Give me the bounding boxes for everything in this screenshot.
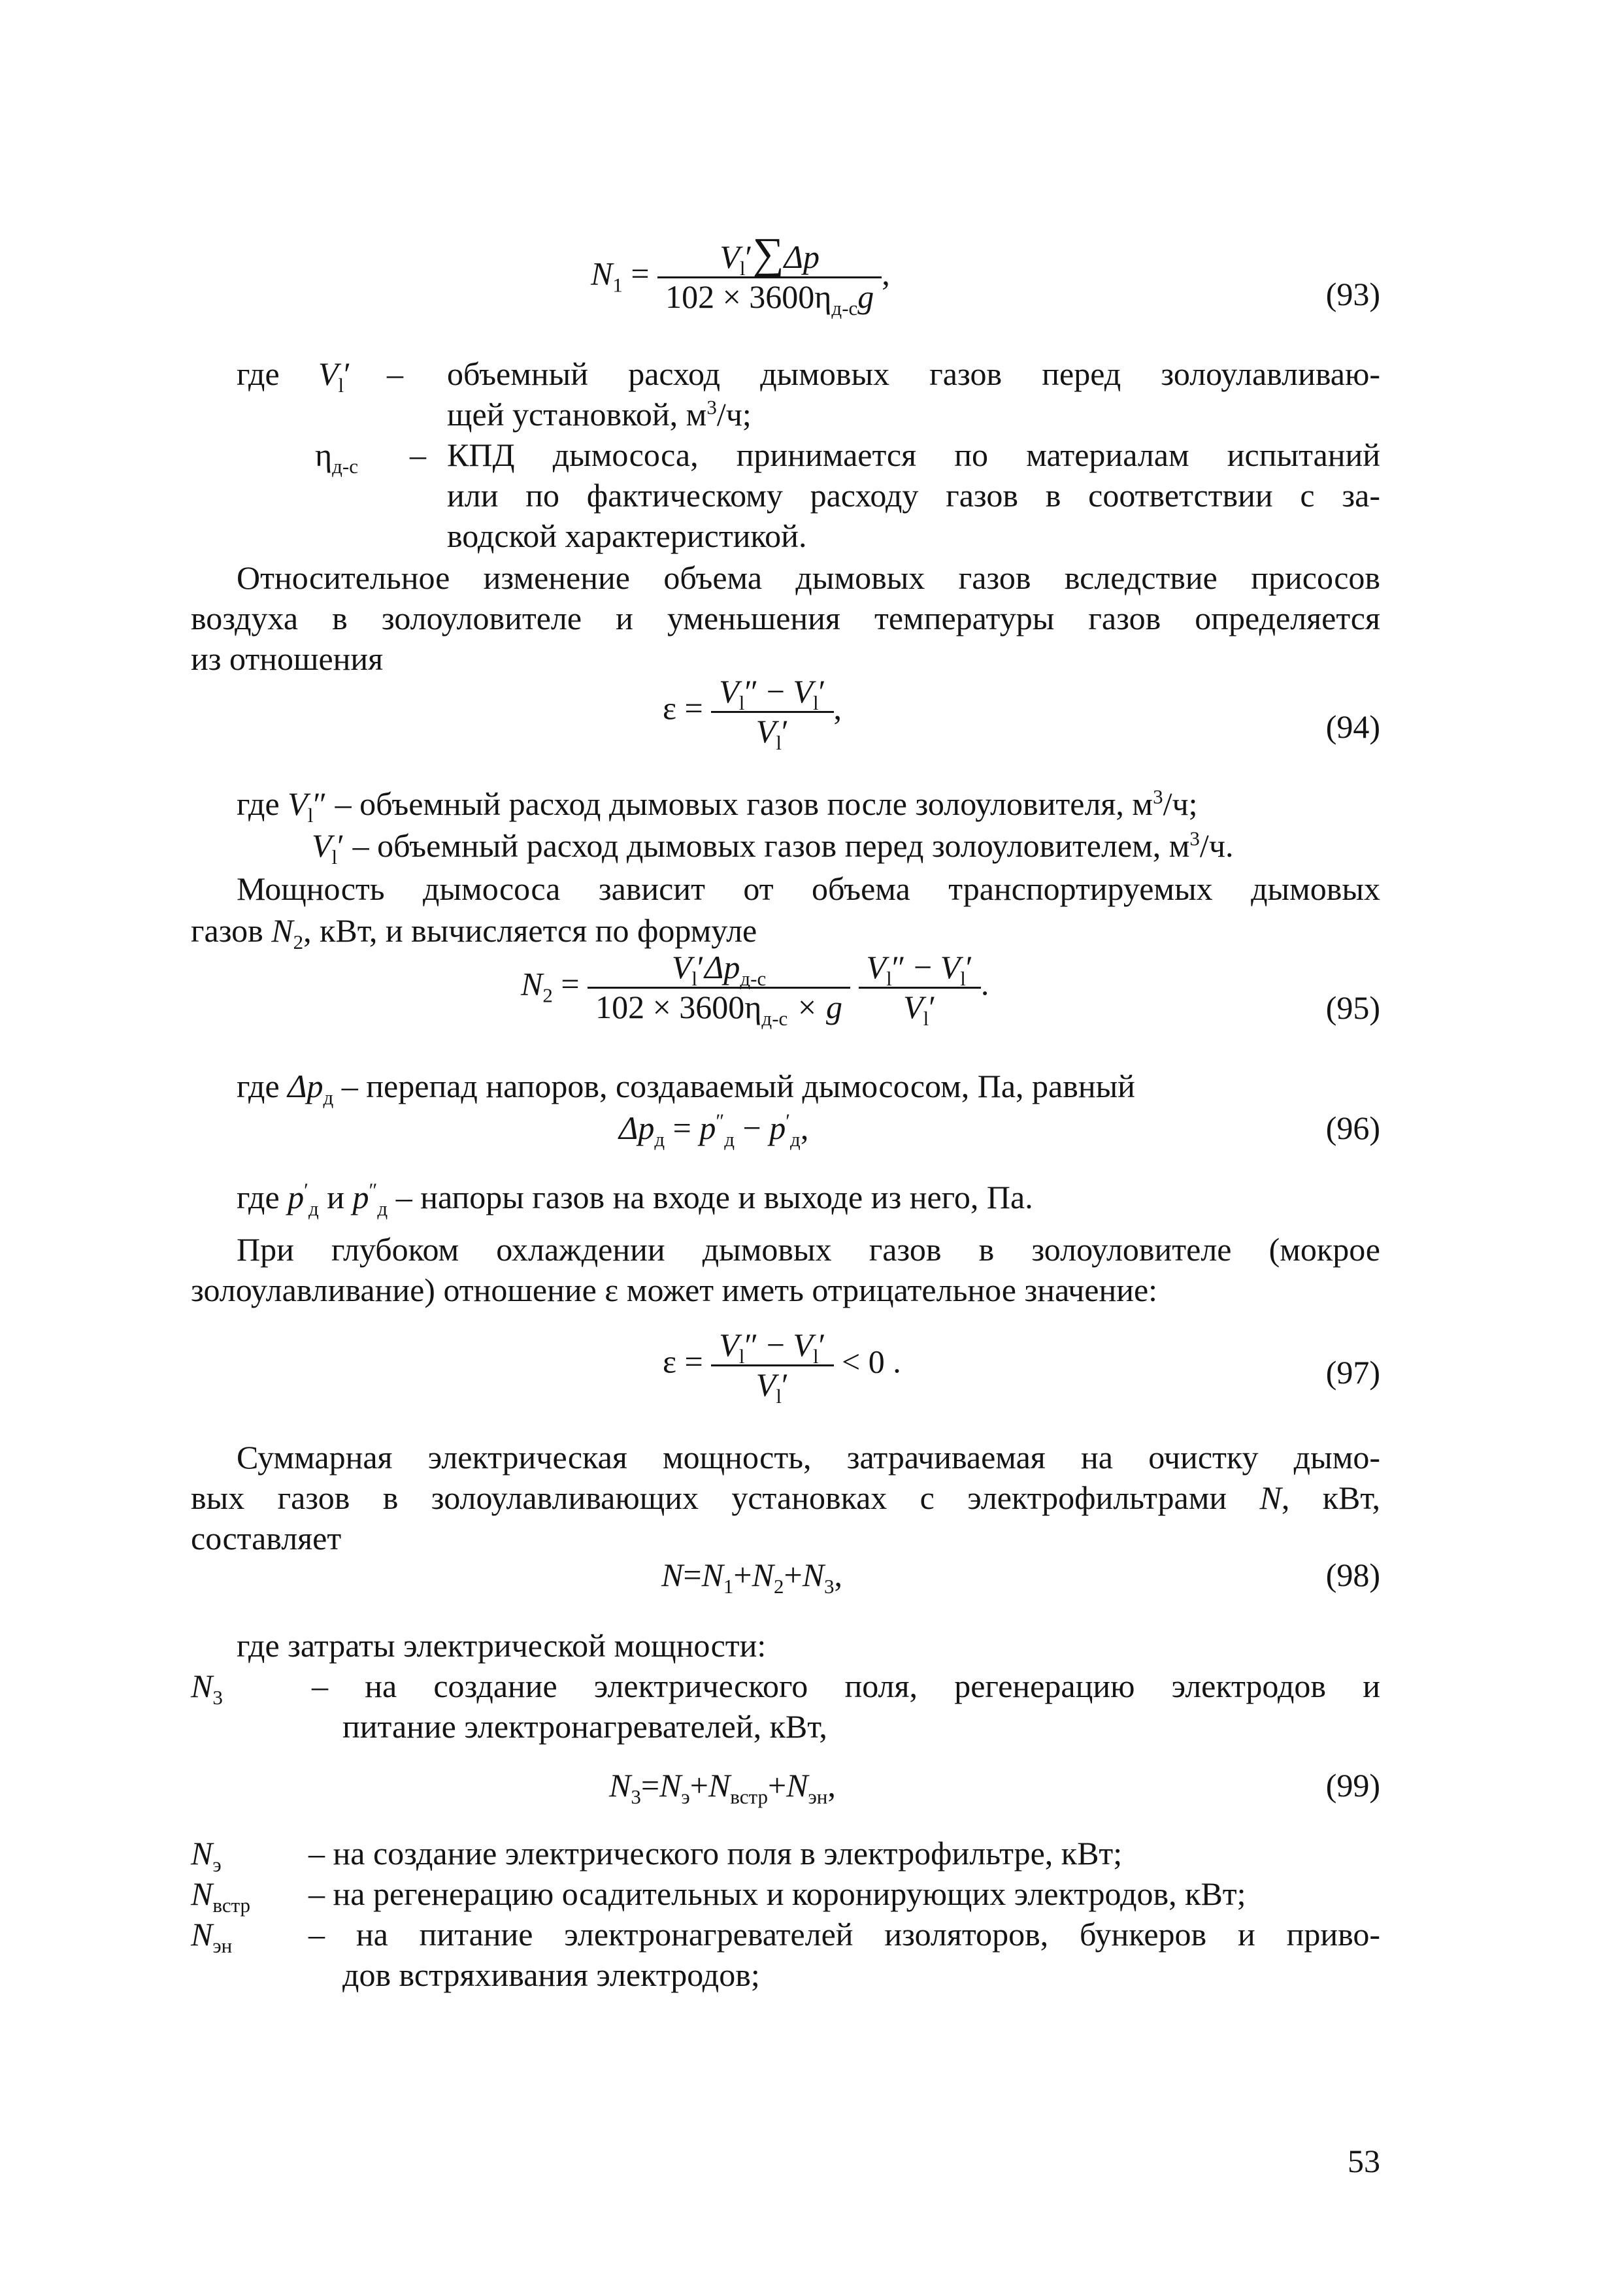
equation-97: ε = $\frac{V_l'' - V_l'}{V_l'}$ < 0 . — [663, 1327, 901, 1408]
paragraph-line: Мощность дымососа зависит от объема транспортируемых дымовых — [237, 870, 1380, 907]
equation-99: $N_3=N_э+N_{встр}+N_{эн}$, — [609, 1767, 836, 1808]
term-symbol: $N_{эн}$ — [191, 1916, 233, 1957]
equation-94: ε = $\frac{V_l'' - V_l'}{V_l'}$ , — [663, 673, 842, 754]
definition-line: где $\Delta p_д$ – перепад напоров, создаваемый дымососом, Па, равный — [237, 1068, 1135, 1109]
definition-line: $V_l'$ – объемный расход дымовых газов перед золоуловителем, $м^3/ч$. — [312, 827, 1234, 868]
term-symbol: $\eta_{д-с}$ — [315, 437, 359, 478]
definition-text: – на питание электронагревателей изоляторов, бункеров и приво- — [308, 1916, 1380, 1953]
term-symbol: $N_3$ — [191, 1668, 223, 1709]
definition-text: – на создание электрического поля в электрофильтре, кВт; — [308, 1835, 1123, 1872]
definition-text: – на регенерацию осадительных и коронирующих электродов, кВт; — [308, 1875, 1246, 1912]
equation-93: $N_1$ = $\frac{V_l'\sum\Delta p}{102 \times 3600\eta_{д-с}g}$ , — [591, 229, 890, 320]
fraction: $\frac{V_l'\sum\Delta p}{102 \times 3600\eta_{д-с}g}$ — [657, 239, 882, 316]
definition-text: или по фактическому расходу газов в соответствии с за- — [447, 477, 1380, 514]
paragraph-line: воздуха в золоуловителе и уменьшения температуры газов определяется — [191, 600, 1380, 636]
definition-line: где $p'_д$ и $p''_д$ – напоры газов на входе и выходе из него, Па. — [237, 1178, 1033, 1220]
paragraph-line: Относительное изменение объема дымовых газов вследствие присосов — [237, 559, 1380, 596]
term-symbol: $V_l'$ — [318, 355, 352, 397]
document-page: $N_1$ = $\frac{V_l'\sum\Delta p}{102 \times 3600\eta_{д-с}g}$ , (93) где $V_l'$ – объемный расход дымовых газов перед золоулавливаю- щей установкой, $м^3/ч$; $\eta_{д-с}$ – КПД дымососа, принимается по материалам испытаний или по фактическому расходу газов в соответствии с за- водской характеристикой. Относительное изменение объема дымовых газов вследствие присосов воздуха в золоуловителе и уменьшения температуры газов определяется из отношения ε = $\frac{V_l'' - V_l'}{V_l'}$ , (94) где $V_l''$ – объемный расход дымовых газов после золоуловителя, $м^3/ч$; $V_l'$ – объемный расход дымовых газов перед золоуловителем, $м^3/ч$. Мощность дымососа зависит от объема транспортируемых дымовых газов $N_2$, кВт, и вычисляется по формуле $N_2$ = $\frac{V_l'\Delta p_{д-с}}{102 \times 3600\eta_{д-с} \times g}$ $\frac{V_l'' - V_l'}{V_l'}$ . (95) где $\Delta p_д$ – перепад напоров, создаваемый дымососом, Па, равный $\Delta p_д = p''_д - p'_д$, (96) где $p'_д$ и $p''_д$ – напоры газов на входе и выходе из него, Па. При глубоком охлаждении дымовых газов в золоуловителе (мокрое золоулавливание) отношение ε может иметь отрицательное значение: ε = $\frac{V_l'' - V_l'}{V_l'}$ < 0 . (97) Суммарная электрическая мощность, затрачиваемая на очистку дымо- вых газов в золоулавливающих установках с электрофильтрами N, кВт, составляет $N=N_1+N_2+N_3$, (98) где затраты электрической мощности: $N_3$ – на создание электрического поля, регенерацию электродов и питание электронагревателей, кВт, $N_3=N_э+N_{встр}+N_{эн}$, (99) $N_э$ – на создание электрического поля в электрофильтре, кВт; $N_{встр}$ – на регенерацию осадительных и коронирующих электродов, кВт; $N_{эн}$ – на питание электронагревателей изоляторов, бункеров и приво- дов встряхивания электродов; 53 — [191, 0, 1380, 2293]
equation-number: (98) — [1325, 1557, 1380, 1593]
paragraph-line: При глубоком охлаждении дымовых газов в золоуловителе (мокрое — [237, 1231, 1380, 1268]
definition-text: КПД дымососа, принимается по материалам испытаний — [447, 437, 1380, 473]
paragraph-line: где затраты электрической мощности: — [237, 1627, 767, 1664]
page-number: 53 — [1348, 2143, 1380, 2179]
paragraph-line: Суммарная электрическая мощность, затрачиваемая на очистку дымо- — [237, 1439, 1380, 1476]
fraction: $\frac{V_l'' - V_l'}{V_l'}$ — [711, 673, 833, 750]
paragraph-line: вых газов в золоулавливающих установках с электрофильтрами N, кВт, — [191, 1479, 1380, 1516]
equation-98: $N=N_1+N_2+N_3$, — [661, 1557, 843, 1598]
term-symbol: $N_{встр}$ — [191, 1875, 250, 1917]
equation-number: (99) — [1325, 1767, 1380, 1804]
equation-96: $\Delta p_д = p''_д - p'_д$, — [619, 1109, 809, 1151]
paragraph-line: из отношения — [191, 640, 384, 677]
equation-number: (97) — [1325, 1354, 1380, 1391]
equation-number: (94) — [1325, 708, 1380, 745]
equation-number: (93) — [1325, 276, 1380, 312]
definition-text: дов встряхивания электродов; — [342, 1956, 760, 1993]
paragraph-line: газов $N_2$, кВт, и вычисляется по формуле — [191, 912, 757, 953]
equation-number: (96) — [1325, 1110, 1380, 1146]
paragraph-line: составляет — [191, 1520, 342, 1557]
definition-text: водской характеристикой. — [447, 518, 807, 554]
fraction: $\frac{V_l'' - V_l'}{V_l'}$ — [859, 949, 981, 1026]
definition-text: – на создание электрического поля, регенерацию электродов и — [312, 1668, 1380, 1704]
definition-text: объемный расход дымовых газов перед золоулавливаю- — [447, 355, 1380, 392]
fraction: $\frac{V_l'\Delta p_{д-с}}{102 \times 3600\eta_{д-с} \times g}$ — [588, 949, 850, 1026]
definition-text: щей установкой, $м^3/ч$; — [447, 395, 752, 433]
where-label: где — [237, 355, 280, 392]
fraction: $\frac{V_l'' - V_l'}{V_l'}$ — [711, 1327, 833, 1404]
definition-line: где $V_l''$ – объемный расход дымовых газов после золоуловителя, $м^3/ч$; — [237, 785, 1198, 827]
equation-number: (95) — [1325, 989, 1380, 1026]
term-symbol: $N_э$ — [191, 1835, 222, 1876]
paragraph-line: золоулавливание) отношение ε может иметь отрицательное значение: — [191, 1272, 1158, 1308]
definition-text: питание электронагревателей, кВт, — [342, 1708, 827, 1745]
equation-95: $N_2$ = $\frac{V_l'\Delta p_{д-с}}{102 \times 3600\eta_{д-с} \times g}$ $\frac{V_l'' - V_l'}{V_l'}$ . — [521, 949, 989, 1030]
